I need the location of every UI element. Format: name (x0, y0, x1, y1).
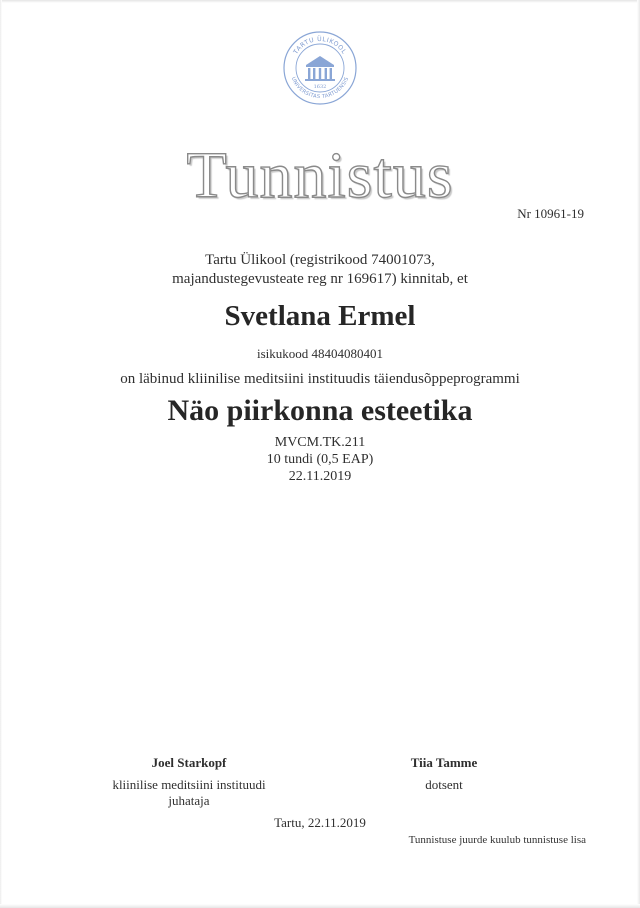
program-date: 22.11.2019 (288, 469, 352, 484)
program-name: Näo piirkonna esteetika (167, 394, 473, 427)
signer-title-left-line-2: juhataja (168, 793, 210, 808)
program-code: MVCM.TK.211 (274, 435, 366, 450)
completion-statement: on läbinud kliinilise meditsiini instituudis täiendusõppeprogrammi (120, 371, 520, 387)
program-details (0, 434, 640, 485)
personal-code: isikukood 48404080401 (256, 346, 384, 361)
issuer-line-2: majandustegevusteate reg nr 169617) kinnitab, et (172, 271, 468, 287)
certificate-number: Nr 10961-19 (517, 206, 584, 221)
signer-title-left-line-1: kliinilise meditsiini instituudi (112, 777, 266, 792)
page-edge-shadow-bottom (0, 904, 640, 908)
program-volume: 10 tundi (0,5 EAP) (266, 452, 374, 467)
signer-title-right-line-1: dotsent (425, 777, 463, 792)
signature-block-right (374, 755, 514, 793)
signature-block-left (84, 755, 294, 809)
recipient-name: Svetlana Ermel (224, 300, 416, 332)
issuer-statement (0, 251, 640, 289)
svg-text:TARTU ÜLIKOOL: TARTU ÜLIKOOL (292, 35, 348, 56)
svg-text:UNIVERSITAS TARTUENSIS: UNIVERSITAS TARTUENSIS (289, 76, 351, 101)
certificate-title: Tunnistus (186, 139, 454, 212)
page-edge-shadow-top (0, 0, 640, 3)
signer-name-right: Tiia Tamme (410, 755, 478, 770)
signer-name-left: Joel Starkopf (151, 755, 227, 770)
annex-note: Tunnistuse juurde kuulub tunnistuse lisa (408, 834, 586, 846)
svg-text:1632: 1632 (313, 84, 327, 90)
place-and-date: Tartu, 22.11.2019 (274, 815, 366, 830)
issuer-line-1: Tartu Ülikool (registrikood 74001073, (205, 252, 435, 268)
university-seal-icon (282, 30, 358, 106)
